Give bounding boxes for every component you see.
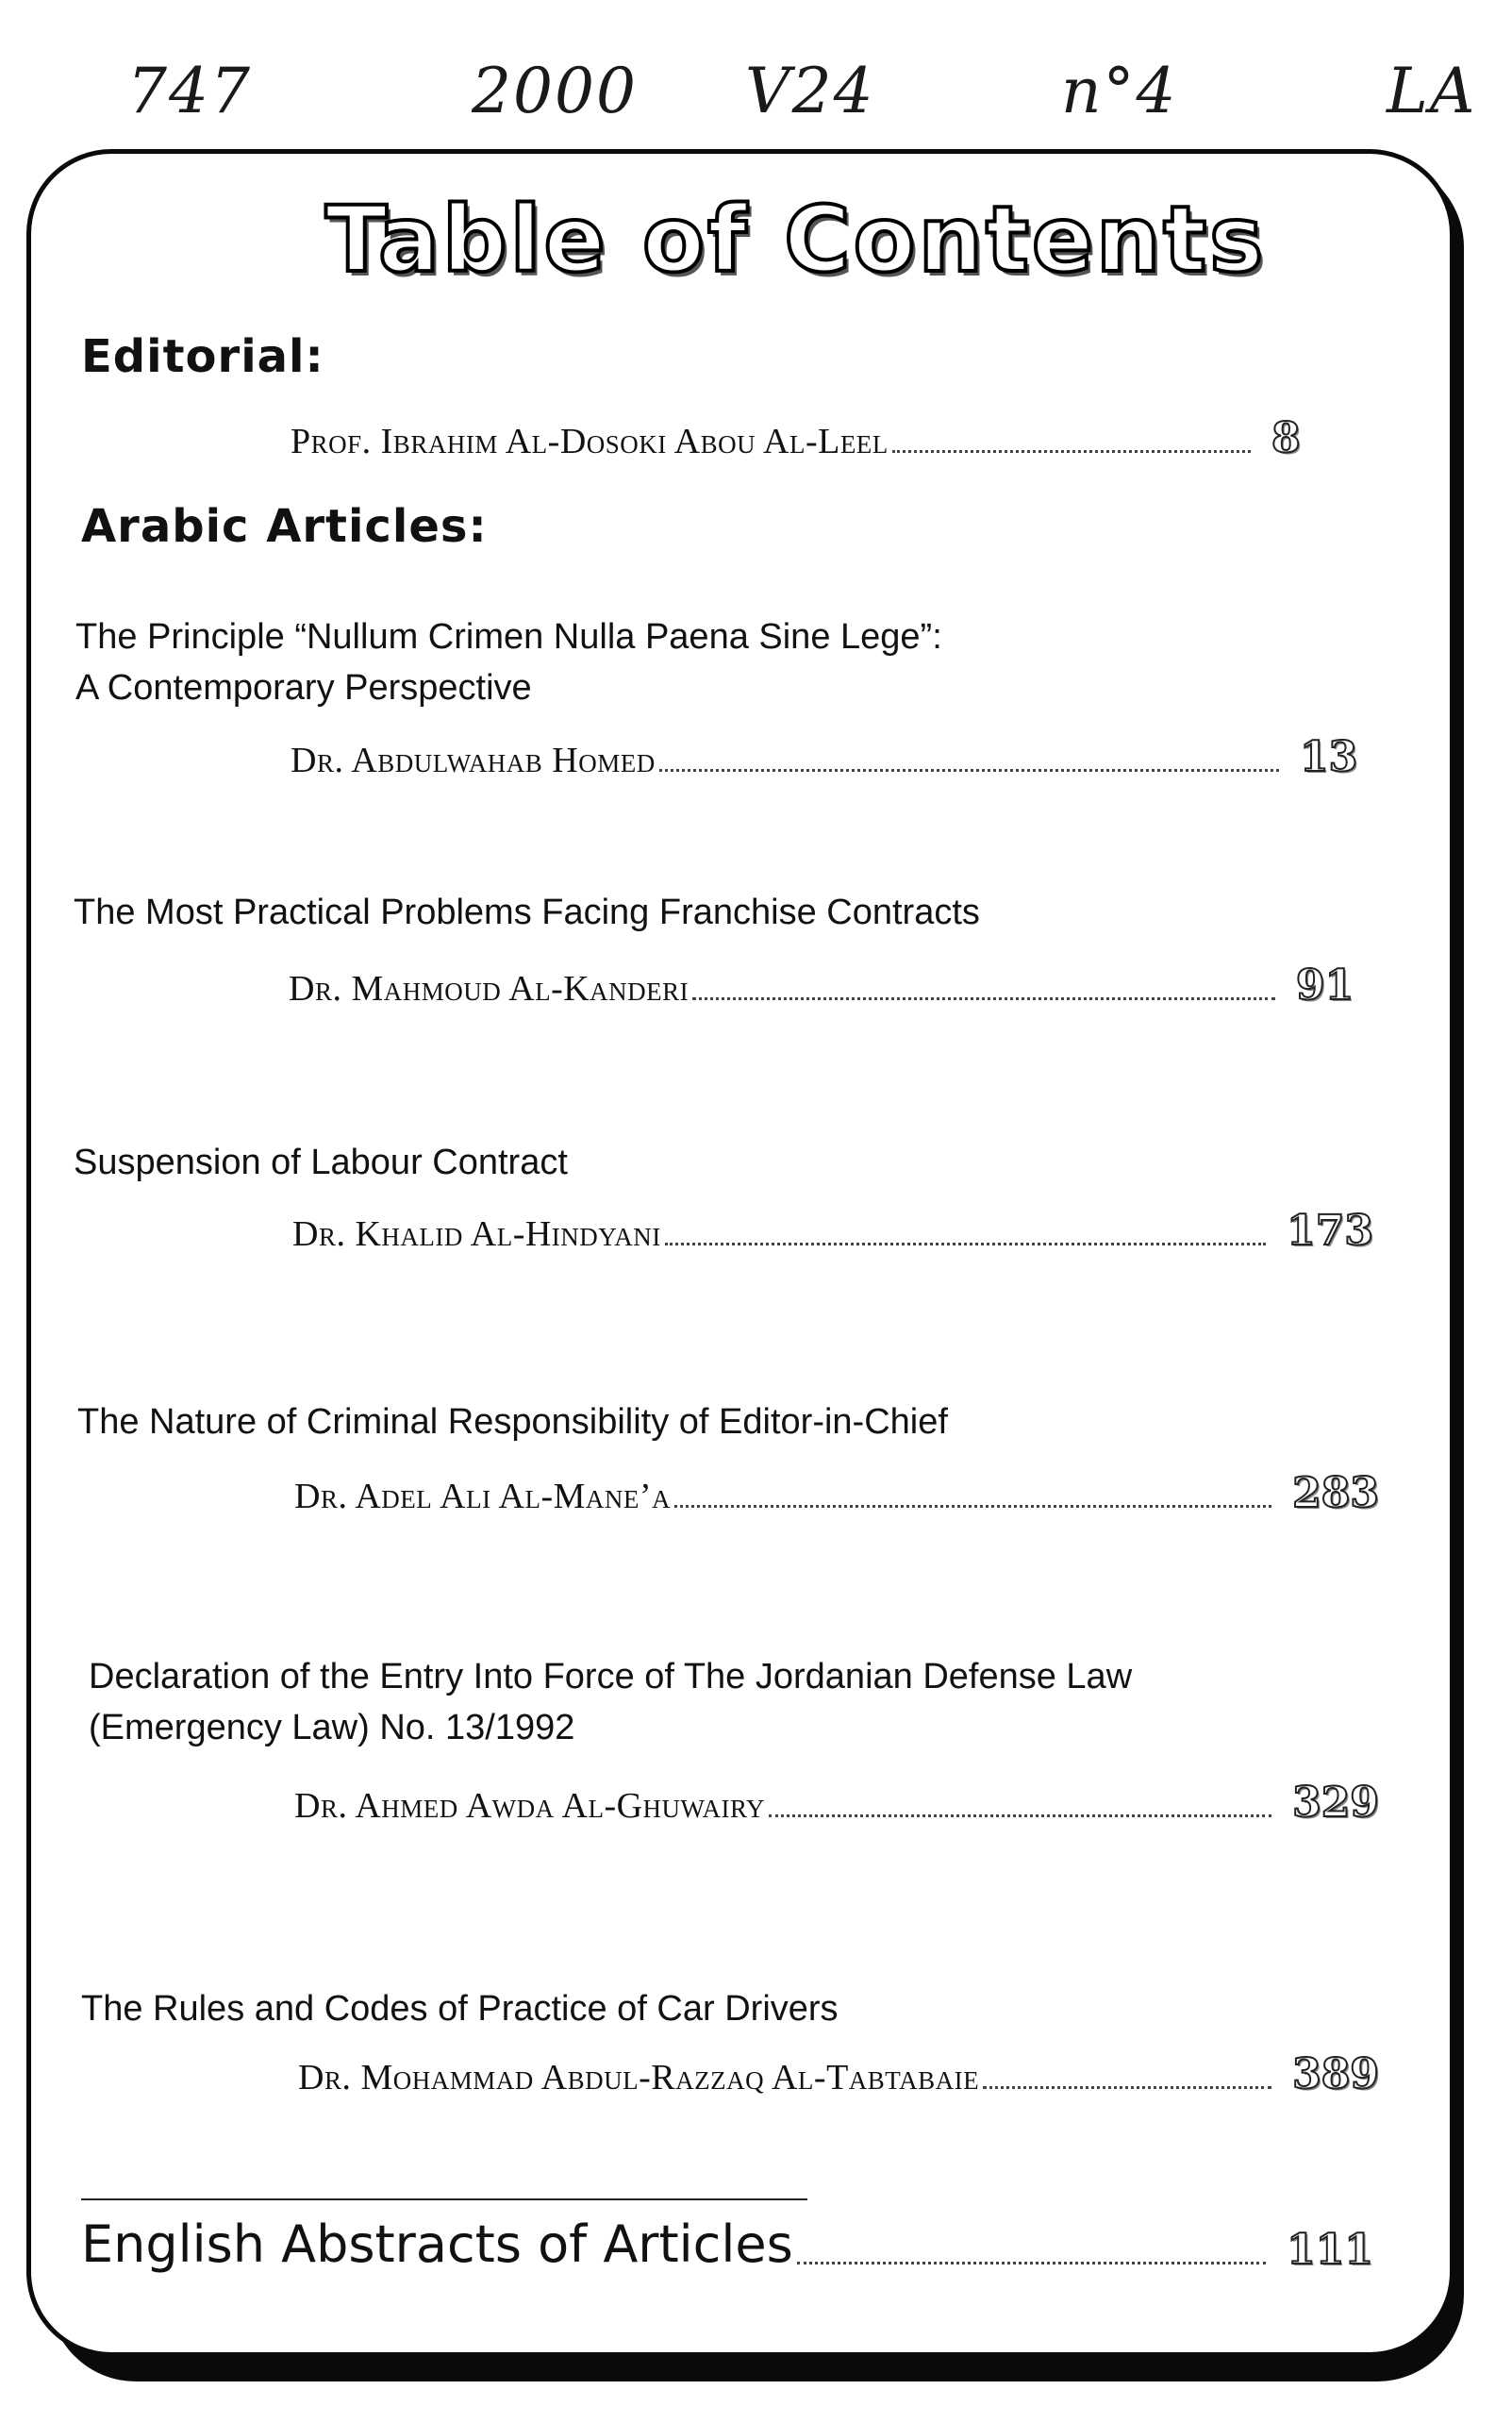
article-title-line: Declaration of the Entry Into Force of The Jordanian Defense Law	[89, 1657, 1133, 1696]
entry-author: Dr. Khalid Al-Hindyani	[292, 1214, 661, 1254]
article-title	[89, 1651, 1132, 1753]
entry-author: Dr. Mohammad Abdul-Razzaq Al-Tabtabaie	[298, 2058, 980, 2097]
english-abstracts-label: English Abstracts of Articles	[81, 2214, 793, 2274]
dot-leader	[983, 2085, 1271, 2089]
entry-page-number: 329	[1292, 1779, 1379, 1827]
article-title	[74, 1137, 568, 1188]
article-title	[75, 611, 942, 713]
entry-page-number: 8	[1271, 414, 1301, 462]
entry-author: Dr. Abdulwahab Homed	[291, 741, 656, 780]
section-heading-editorial: Editorial:	[81, 330, 324, 383]
dot-leader	[674, 1504, 1271, 1508]
entry-author: Prof. Ibrahim Al-Dosoki Abou Al-Leel	[291, 422, 889, 461]
section-heading-arabic-articles: Arabic Articles:	[81, 500, 488, 553]
article-entry[interactable]	[291, 734, 1366, 781]
article-title	[74, 887, 980, 938]
english-abstracts-entry[interactable]	[81, 2208, 1373, 2274]
editorial-entry[interactable]	[291, 415, 1338, 462]
entry-author: Dr. Adel Ali Al-Mane’a	[294, 1477, 672, 1516]
article-entry[interactable]	[292, 1208, 1373, 1255]
entry-page-number: 389	[1292, 2050, 1379, 2098]
dot-leader	[659, 768, 1279, 772]
article-title-line: The Rules and Codes of Practice of Car Drivers	[81, 1989, 839, 2029]
article-title	[77, 1396, 948, 1447]
article-title-line: The Principle “Nullum Crimen Nulla Paena Sine Lege”:	[75, 617, 942, 657]
entry-page-number: 91	[1296, 961, 1354, 1010]
article-title-line: The Nature of Criminal Responsibility of Editor-in-Chief	[77, 1402, 948, 1442]
article-entry[interactable]	[294, 1470, 1379, 1517]
handwritten-note-year: 2000	[472, 55, 638, 127]
handwritten-note-issue: n°4	[1061, 55, 1178, 127]
page-title: Table of Contents	[325, 187, 1267, 292]
article-title-line: A Contemporary Perspective	[75, 668, 532, 708]
handwritten-note-code: LA	[1387, 55, 1477, 127]
handwritten-note-volume: V24	[745, 55, 875, 127]
entry-page-number: 111	[1287, 2226, 1373, 2274]
handwritten-note-number: 747	[127, 55, 252, 127]
dot-leader	[797, 2261, 1266, 2264]
article-entry[interactable]	[294, 1780, 1379, 1827]
dot-leader	[665, 1242, 1266, 1245]
article-entry[interactable]	[298, 2051, 1379, 2098]
entry-author: Dr. Mahmoud Al-Kanderi	[289, 969, 690, 1009]
dot-leader	[892, 449, 1251, 453]
article-title-line: (Emergency Law) No. 13/1992	[89, 1708, 575, 1747]
article-title-line: The Most Practical Problems Facing Franchise Contracts	[74, 893, 980, 932]
entry-author: Dr. Ahmed Awda Al-Ghuwairy	[294, 1786, 766, 1826]
entry-page-number: 283	[1292, 1469, 1379, 1517]
dot-leader	[692, 996, 1275, 1000]
entry-page-number: 13	[1300, 733, 1358, 781]
dot-leader	[769, 1813, 1271, 1817]
article-title	[81, 1983, 839, 2034]
entry-page-number: 173	[1287, 1207, 1373, 1255]
article-title-line: Suspension of Labour Contract	[74, 1143, 568, 1182]
section-divider	[81, 2198, 807, 2200]
article-entry[interactable]	[289, 962, 1362, 1010]
